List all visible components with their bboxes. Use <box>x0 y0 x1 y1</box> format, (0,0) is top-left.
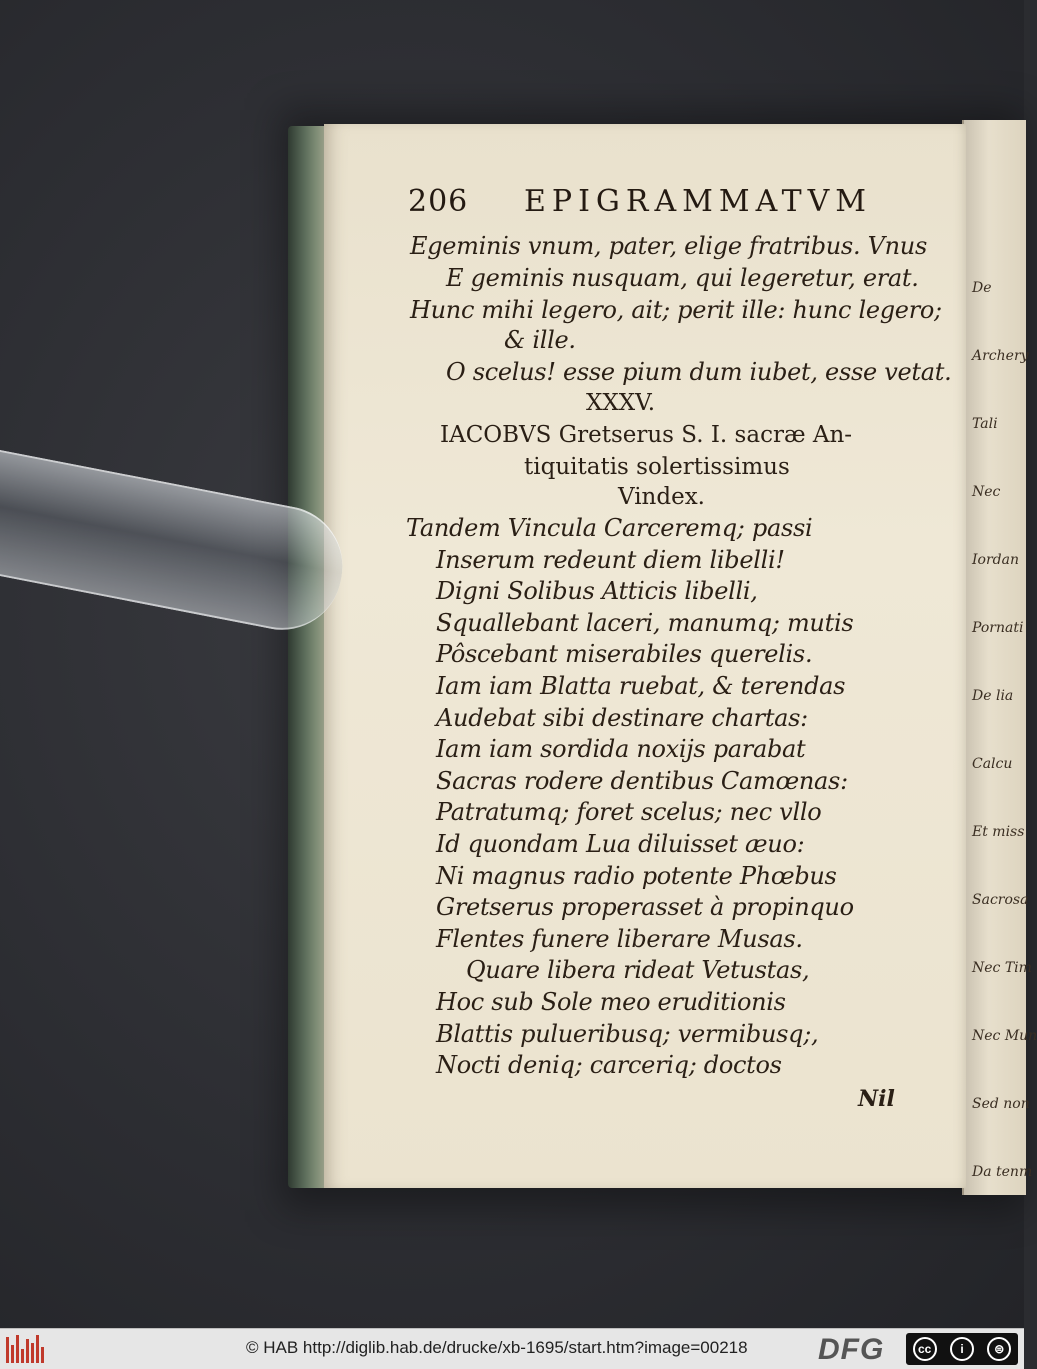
facing-page-fragment: Da tenm <box>972 1164 1033 1180</box>
footer-bar <box>0 1328 1024 1369</box>
heading-line: Vindex. <box>618 484 705 510</box>
facing-page-edge <box>962 120 1037 1195</box>
facing-page-fragment: Pornati <box>972 620 1024 636</box>
poem-line: Quare libera rideat Vetustas, <box>466 956 810 985</box>
poem-line: Tandem Vincula Carceremq; passi <box>406 514 813 542</box>
text-line: & ille. <box>504 326 576 354</box>
running-head: EPIGRAMMATVM <box>524 184 873 219</box>
poem-line: Nocti deniq; carceriq; doctos <box>436 1051 782 1080</box>
poem-line: Blattis pulueribusq; vermibusq;, <box>436 1019 819 1048</box>
facing-page-fragment: Tali <box>972 416 998 432</box>
facing-page-fragment: Sed non <box>972 1096 1030 1112</box>
facing-page-fragment: De <box>972 280 992 296</box>
facing-page-fragment: Nec Mun <box>972 1028 1037 1044</box>
poem-line: Iam iam sordida noxijs parabat <box>436 735 806 764</box>
hab-logo-icon <box>6 1335 46 1363</box>
poem-line: Hoc sub Sole meo eruditionis <box>436 988 786 1016</box>
poem-line: Gretserus properasset à propinquo <box>436 893 854 922</box>
catchword: Nil <box>858 1086 895 1112</box>
facing-page-fragment: Archery <box>972 348 1029 364</box>
poem-line: Squallebant laceri, manumq; mutis <box>436 608 854 637</box>
dfg-logo: DFG <box>818 1333 885 1366</box>
facing-page-fragment: Iordan <box>972 552 1019 568</box>
poem-line: Audebat sibi destinare chartas: <box>436 703 808 732</box>
cc-license-badge[interactable] <box>906 1333 1018 1365</box>
poem-line: Ni magnus radio potente Phœbus <box>436 861 837 890</box>
poem-line: Patratumq; foret scelus; nec vllo <box>436 798 822 827</box>
facing-page-fragment: De lia <box>972 688 1014 704</box>
heading-line: IACOBVS Gretserus S. I. sacræ An- <box>440 422 853 448</box>
facing-page-fragment: Sacrosa <box>972 892 1029 908</box>
page-number: 206 <box>408 184 469 219</box>
poem-line: Inserum redeunt diem libelli! <box>436 545 785 574</box>
text-line: E geminis nusquam, qui legeretur, erat. <box>446 264 919 292</box>
heading-line: tiquitatis solertissimus <box>524 454 790 480</box>
facing-page-fragment: Nec <box>972 484 1001 500</box>
poem-line: Pôscebant miserabiles querelis. <box>436 640 813 669</box>
poem-line: Sacras rodere dentibus Camœnas: <box>436 766 848 795</box>
credit-link[interactable]: © HAB http://diglib.hab.de/drucke/xb-1695/start.htm?image=00218 <box>246 1338 748 1357</box>
text-line: Egeminis vnum, pater, elige fratribus. Vnus <box>410 232 927 260</box>
section-number: XXXV. <box>586 390 656 416</box>
poem-line: Digni Solibus Atticis libelli, <box>436 577 758 606</box>
page-header <box>408 184 873 224</box>
facing-page-fragment: Nec Tim <box>972 960 1032 976</box>
poem-line: Iam iam Blatta ruebat, & terendas <box>436 672 846 700</box>
attribution-icon: i <box>950 1337 974 1361</box>
text-line: Hunc mihi legero, ait; perit ille: hunc legero; <box>410 296 942 324</box>
text-line: O scelus! esse pium dum iubet, esse vetat. <box>446 358 952 386</box>
poem-line: Flentes funere liberare Musas. <box>436 924 803 953</box>
share-alike-icon: ⊜ <box>987 1337 1011 1361</box>
cc-icon: cc <box>913 1337 937 1361</box>
facing-page-fragment: Et miss <box>972 824 1025 840</box>
poem-line: Id quondam Lua diluisset æuo: <box>436 830 805 858</box>
facing-page-fragment: Calcu <box>972 756 1013 772</box>
